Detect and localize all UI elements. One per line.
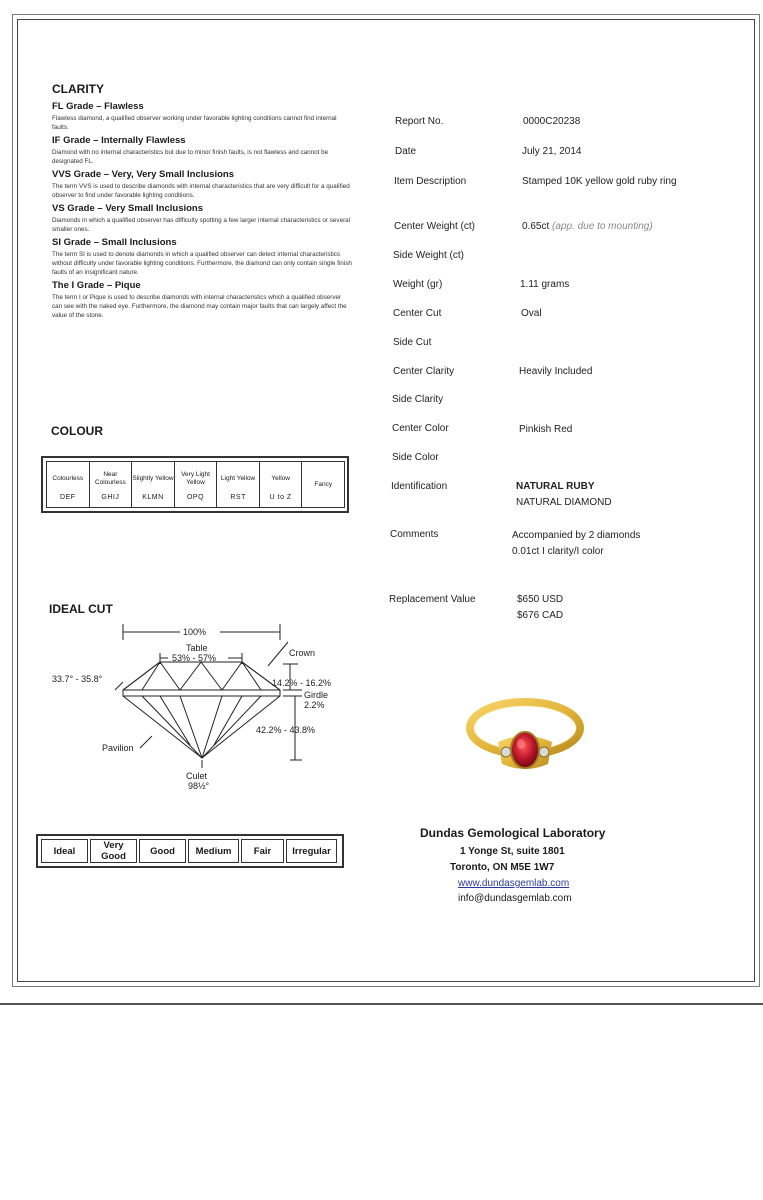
field-value: Pinkish Red xyxy=(519,424,573,435)
lab-address: 1 Yonge St, suite 1801 xyxy=(460,846,565,857)
cut-grade-cell: Irregular xyxy=(286,839,337,863)
pavilion-label: Pavilion xyxy=(102,743,134,753)
colour-cell: Colourless DEF xyxy=(46,461,90,508)
colour-cell: Slightly Yellow KLMN xyxy=(131,461,175,508)
clarity-section xyxy=(52,82,352,321)
table-pct-label: 53% - 57% xyxy=(172,653,217,663)
field-value: 0000C20238 xyxy=(523,116,581,127)
field-value: Stamped 10K yellow gold ruby ring xyxy=(522,176,677,187)
page-bottom-rule xyxy=(0,1003,763,1005)
lab-website-link[interactable]: www.dundasgemlab.com xyxy=(458,878,570,889)
ideal-cut-title: IDEAL CUT xyxy=(49,602,113,616)
field-label: Center Weight (ct) xyxy=(394,221,475,232)
clarity-grade-text: Diamond with no internal characteristics but due to minor finish faults, is not flawless and cannot be designated FL. xyxy=(52,149,329,165)
girdle-pct-label: 2.2% xyxy=(304,700,325,710)
field-value: $650 USD $676 CAD xyxy=(517,594,564,621)
lab-city: Toronto, ON M5E 1W7 xyxy=(450,862,555,873)
field-label: Side Color xyxy=(392,452,439,463)
field-label: Date xyxy=(395,146,417,157)
field-label: Center Clarity xyxy=(393,366,455,377)
cut-grade-cell: Fair xyxy=(241,839,284,863)
field-value: July 21, 2014 xyxy=(522,146,582,157)
field-label: Item Description xyxy=(394,176,467,187)
clarity-grade-text: The term I or Pique is used to describe diamonds with internal characteristics which a qualified observer can see with the naked eye. Furthermore, the diamond may contain major faults that can largely affect the value of the stone. xyxy=(52,294,347,319)
field-label: Report No. xyxy=(395,116,444,127)
colour-cell: Light Yellow RST xyxy=(216,461,260,508)
lab-info xyxy=(420,826,630,904)
clarity-grade-name: FL Grade – Flawless xyxy=(52,101,144,112)
ruby-ring-photo xyxy=(462,690,588,790)
field-label: Side Weight (ct) xyxy=(393,250,464,261)
clarity-grade-text: Flawless diamond, a qualified observer working under favorable lighting conditions cannot find internal faults. xyxy=(52,115,337,131)
field-value: NATURAL RUBY NATURAL DIAMOND xyxy=(516,481,612,508)
girdle-label: Girdle xyxy=(304,690,329,700)
clarity-grade-name: VS Grade – Very Small Inclusions xyxy=(52,203,204,214)
table-label: Table xyxy=(186,643,208,653)
culet-angle-label: 98½° xyxy=(188,781,210,791)
width-label: 100% xyxy=(183,627,207,637)
field-value: Accompanied by 2 diamonds 0.01ct I clarity/I color xyxy=(512,530,641,557)
crown-pct-label: 14.2% - 16.2% xyxy=(272,678,332,688)
cut-grade-cell: Ideal xyxy=(41,839,88,863)
field-label: Center Cut xyxy=(393,308,442,319)
field-label: Weight (gr) xyxy=(393,279,443,290)
field-value: Heavily Included xyxy=(519,366,593,377)
clarity-title: CLARITY xyxy=(52,82,104,96)
field-label: Identification xyxy=(391,481,448,492)
culet-label: Culet xyxy=(186,771,208,781)
field-label: Replacement Value xyxy=(389,594,476,605)
colour-title: COLOUR xyxy=(51,424,103,438)
cut-grade-bar xyxy=(36,834,344,868)
clarity-grade-name: VVS Grade – Very, Very Small Inclusions xyxy=(52,169,234,180)
cut-grade-cell: Medium xyxy=(188,839,239,863)
field-label: Center Color xyxy=(392,423,449,434)
field-note: (app. due to mounting) xyxy=(552,221,653,232)
cut-grade-cell: Very Good xyxy=(90,839,137,863)
crown-angle-label: 33.7° - 35.8° xyxy=(52,674,103,684)
pavilion-pct-label: 42.2% - 43.8% xyxy=(256,725,316,735)
diamond-cut-diagram xyxy=(40,620,350,800)
colour-cell: Near Colourless GHIJ xyxy=(89,461,133,508)
clarity-grade-text: The term SI is used to denote diamonds in which a qualified observer can detect internal characteristics without difficulty under favorable lighting conditions. Furthermore, the diamond can only contain single finish faults of an insignificant nature. xyxy=(52,251,352,276)
colour-cell-fancy: Fancy xyxy=(301,461,345,508)
field-label: Side Clarity xyxy=(392,394,444,405)
field-label: Comments xyxy=(390,529,439,540)
field-label: Side Cut xyxy=(393,337,432,348)
clarity-grade-name: The I Grade – Pique xyxy=(52,280,141,291)
clarity-grade-name: IF Grade – Internally Flawless xyxy=(52,135,186,146)
clarity-grade-name: SI Grade – Small Inclusions xyxy=(52,237,177,248)
crown-label: Crown xyxy=(289,648,316,658)
lab-name: Dundas Gemological Laboratory xyxy=(420,826,606,840)
clarity-grade-text: Diamonds in which a qualified observer has difficulty spotting a few larger internal characteristics or several smaller ones. xyxy=(52,217,351,233)
clarity-grade-text: The term VVS is used to describe diamonds with internal characteristics that are very difficult for a qualified observer to find under favorable lighting conditions. xyxy=(52,183,350,199)
lab-email: info@dundasgemlab.com xyxy=(458,893,572,904)
colour-cell: Yellow U to Z xyxy=(259,461,303,508)
field-value-with-note: 0.65ct (app. due to mounting) xyxy=(522,221,653,232)
colour-cell: Very Light Yellow OPQ xyxy=(174,461,218,508)
field-value: Oval xyxy=(521,308,542,319)
colour-scale-table xyxy=(41,456,349,513)
cut-grade-cell: Good xyxy=(139,839,186,863)
field-value: 1.11 grams xyxy=(520,279,570,290)
